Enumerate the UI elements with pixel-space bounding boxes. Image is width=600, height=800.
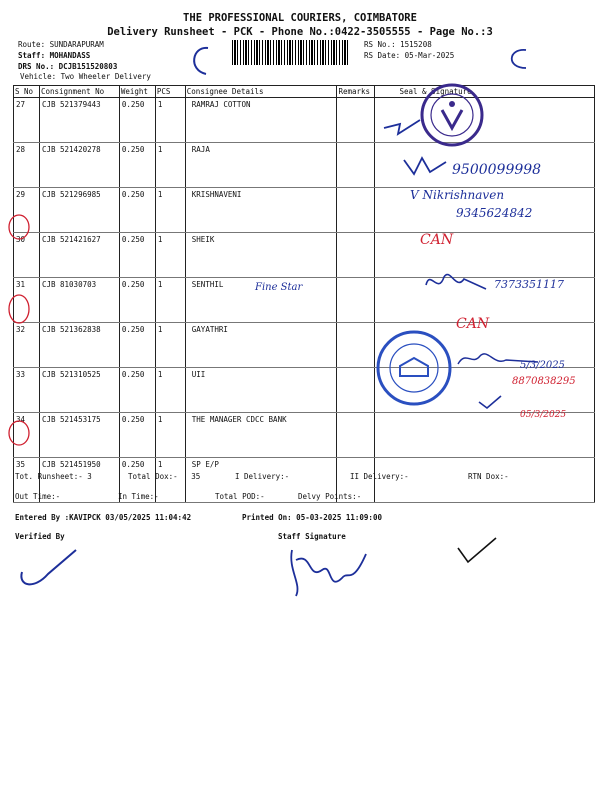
- ii-delivery: II Delivery:-: [350, 472, 409, 481]
- red-circle-32: [6, 292, 32, 326]
- tick-34: [475, 392, 505, 412]
- row-pcs: 1: [155, 143, 185, 188]
- row-sno: 33: [14, 368, 40, 413]
- red-circle-30: [6, 212, 32, 242]
- handwritten-c-mark-2: [498, 44, 538, 74]
- signature-29: [400, 150, 452, 180]
- row-consignee: SHEIK: [185, 233, 337, 278]
- row-remarks: [337, 413, 375, 458]
- row-weight: 0.250: [119, 278, 155, 323]
- route-label: Route: SUNDARAPURAM: [18, 40, 104, 49]
- barcode: [232, 40, 350, 65]
- row-pcs: 1: [155, 413, 185, 458]
- row-sno: 28: [14, 143, 40, 188]
- staff-signature: Staff Signature: [278, 532, 346, 541]
- runsheet-title: Delivery Runsheet - PCK - Phone No.:0422-3505555 - Page No.:3: [107, 26, 493, 38]
- handwritten-can-32: CAN: [456, 316, 490, 332]
- out-time: Out Time:-: [15, 492, 61, 501]
- table-row: [14, 368, 595, 413]
- row-weight: 0.250: [119, 188, 155, 233]
- row-sno: 31: [14, 278, 40, 323]
- handwritten-can-30: CAN: [420, 232, 454, 248]
- handwritten-phone-33: 8870838295: [512, 376, 576, 387]
- col-consignee: Consignee Details: [185, 86, 337, 98]
- row-remarks: [337, 278, 375, 323]
- row-consignee: RAJA: [185, 143, 337, 188]
- row-pcs: 1: [155, 233, 185, 278]
- col-consignment: Consignment No: [39, 86, 119, 98]
- row-weight: 0.250: [119, 143, 155, 188]
- row-pcs: 1: [155, 458, 185, 503]
- row-consignment-no: CJB 521296985: [39, 188, 119, 233]
- row-weight: 0.250: [119, 323, 155, 368]
- col-remarks: Remarks: [337, 86, 375, 98]
- row-remarks: [337, 143, 375, 188]
- delvy-points: Delvy Points:-: [298, 492, 362, 501]
- col-seal-signature: Seal & Signature: [375, 86, 595, 98]
- row-weight: 0.250: [119, 413, 155, 458]
- handwritten-c-mark: [180, 40, 220, 80]
- insurance-stamp: [374, 328, 454, 408]
- row-consignee: THE MANAGER CDCC BANK: [185, 413, 337, 458]
- red-circle-35: [6, 418, 32, 448]
- row-consignee: SENTHIL: [185, 278, 337, 323]
- row-consignment-no: CJB 521453175: [39, 413, 119, 458]
- col-sno: S No: [14, 86, 40, 98]
- handwritten-date-33: 5/3/2025: [520, 360, 565, 371]
- row-sno: 27: [14, 98, 40, 143]
- row-consignee: GAYATHRI: [185, 323, 337, 368]
- row-pcs: 1: [155, 323, 185, 368]
- row-consignment-no: CJB 81030703: [39, 278, 119, 323]
- verified-by: Verified By: [15, 532, 65, 541]
- rs-no: RS No.: 1515208: [364, 40, 432, 49]
- row-pcs: 1: [155, 188, 185, 233]
- row-remarks: [337, 188, 375, 233]
- row-sno: 32: [14, 323, 40, 368]
- row-sno: 34: [14, 413, 40, 458]
- row-consignee: UII: [185, 368, 337, 413]
- row-consignment-no: CJB 521362838: [39, 323, 119, 368]
- row-consignee: KRISHNAVENI: [185, 188, 337, 233]
- row-consignment-no: CJB 521379443: [39, 98, 119, 143]
- row-pcs: 1: [155, 368, 185, 413]
- handwritten-phone-31: 7373351117: [494, 278, 564, 291]
- vehicle-label: Vehicle: Two Wheeler Delivery: [20, 72, 151, 81]
- verified-signature: [14, 542, 84, 592]
- table-row: [14, 98, 595, 143]
- table-header-row: [14, 86, 595, 98]
- row-remarks: [337, 368, 375, 413]
- handwritten-name-29: V Nikrishnaven: [410, 188, 505, 202]
- staff-signature-mark: [282, 540, 372, 600]
- row-consignee: SP E/P: [185, 458, 337, 503]
- rtn-dox: RTN Dox:-: [468, 472, 509, 481]
- staff-label: Staff: MOHANDASS: [18, 51, 91, 60]
- runsheet-table: [13, 85, 595, 503]
- rs-date: RS Date: 05-Mar-2025: [364, 51, 455, 60]
- total-dox: Total Dox:- 35: [128, 472, 201, 481]
- i-delivery: I Delivery:-: [235, 472, 290, 481]
- row-pcs: 1: [155, 278, 185, 323]
- row-consignee: RAMRAJ COTTON: [185, 98, 337, 143]
- row-pcs: 1: [155, 98, 185, 143]
- printed-on: Printed On: 05-03-2025 11:09:00: [242, 513, 382, 522]
- row-weight: 0.250: [119, 233, 155, 278]
- row-sno: 35: [14, 458, 40, 503]
- signature-27: [380, 110, 440, 140]
- handwritten-phone-29: 9500099998: [452, 162, 542, 178]
- row-consignment-no: CJB 521420278: [39, 143, 119, 188]
- signature-31: [420, 265, 490, 300]
- row-remarks: [337, 323, 375, 368]
- tick-mark-bottom: [452, 530, 502, 570]
- handwritten-phone-29b: 9345624842: [456, 206, 533, 220]
- entered-by: Entered By :KAVIPCK 03/05/2025 11:04:42: [15, 513, 192, 522]
- company-title: THE PROFESSIONAL COURIERS, COIMBATORE: [183, 12, 417, 24]
- col-pcs: PCS: [155, 86, 185, 98]
- col-weight: Weight: [119, 86, 155, 98]
- table-row: [14, 413, 595, 458]
- in-time: In Time:-: [118, 492, 159, 501]
- row-sno: 29: [14, 188, 40, 233]
- tot-runsheet: Tot. Runsheet:- 3: [15, 472, 92, 481]
- row-sno: 30: [14, 233, 40, 278]
- handwritten-name-31: Fine Star: [255, 282, 303, 293]
- row-consignment-no: CJB 521451950: [39, 458, 119, 503]
- row-weight: 0.250: [119, 458, 155, 503]
- handwritten-date-35: 05/3/2025: [520, 410, 567, 420]
- drs-label: DRS No.: DCJB151520803: [18, 62, 118, 71]
- table-row: [14, 233, 595, 278]
- row-remarks: [337, 233, 375, 278]
- row-weight: 0.250: [119, 98, 155, 143]
- row-weight: 0.250: [119, 368, 155, 413]
- row-remarks: [337, 98, 375, 143]
- total-pod: Total POD:-: [215, 492, 265, 501]
- row-consignment-no: CJB 521421627: [39, 233, 119, 278]
- row-consignment-no: CJB 521310525: [39, 368, 119, 413]
